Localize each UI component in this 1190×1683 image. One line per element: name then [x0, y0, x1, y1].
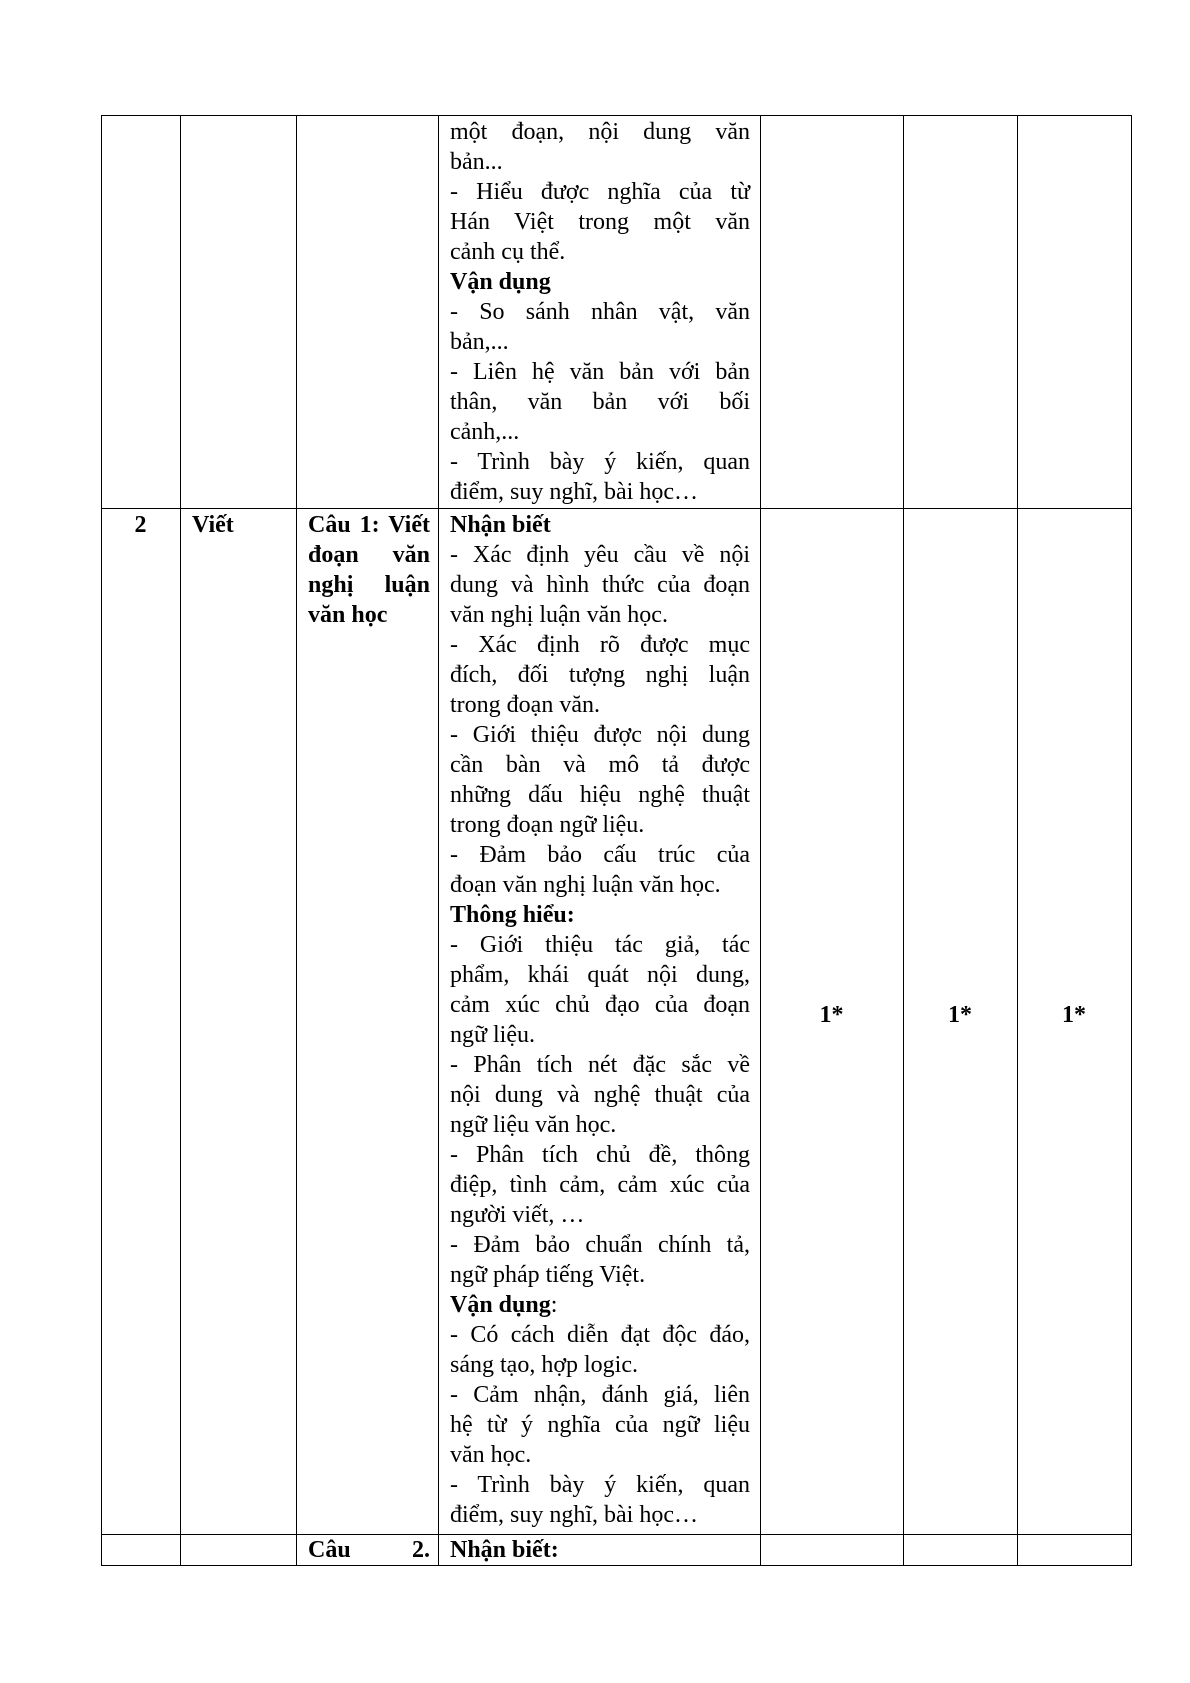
text-line: bản,... [450, 329, 509, 355]
text-line: - Hiểu được nghĩa của từ [450, 179, 750, 205]
text-line: đoạn văn nghị luận văn học. [450, 872, 721, 898]
text-line: - Đảm bảo chuẩn chính tả, [450, 1232, 750, 1258]
text-line: văn học [308, 602, 388, 628]
count-thong-hieu: 1* [948, 1002, 972, 1028]
count-van-dung: 1* [1062, 1002, 1086, 1028]
text-line: cần bàn và mô tả được [450, 752, 750, 778]
level-heading-colon: : [550, 1292, 558, 1318]
level-heading-next: Nhận biết: [450, 1537, 559, 1563]
text-line: - Xác định yêu cầu về nội [450, 542, 750, 568]
text-line: dung và hình thức của đoạn [450, 572, 750, 598]
text-line: - Trình bày ý kiến, quan [450, 1472, 750, 1498]
text-line: nghị luận [308, 572, 430, 598]
text-line: cảnh,... [450, 419, 520, 445]
text-line: bản... [450, 149, 503, 175]
text-line: trong đoạn văn. [450, 692, 600, 718]
text-line: sáng tạo, hợp logic. [450, 1352, 638, 1378]
text-line: ngữ liệu văn học. [450, 1112, 617, 1138]
count-nhan-biet: 1* [819, 1002, 844, 1028]
text-line: văn học. [450, 1442, 532, 1468]
column-border [903, 115, 904, 1566]
table-border-right [1131, 115, 1132, 1566]
text-line: Hán Việt trong một văn [450, 209, 750, 235]
table-border-top [101, 115, 1132, 116]
text-line: - Phân tích nét đặc sắc về [450, 1052, 750, 1078]
text-line: hệ từ ý nghĩa của ngữ liệu [450, 1412, 750, 1438]
text-line: cảnh cụ thể. [450, 239, 566, 265]
text-line: - Giới thiệu tác giả, tác [450, 932, 750, 958]
level-heading-bold: Vận dụng [450, 1292, 551, 1318]
unit-cell-next [308, 1535, 430, 1565]
text-line: ngữ liệu. [450, 1022, 535, 1048]
text-line: Câu 1: Viết [308, 512, 430, 538]
text-line: người viết, … [450, 1202, 585, 1228]
text-line: - Cảm nhận, đánh giá, liên [450, 1382, 750, 1408]
text-line: trong đoạn ngữ liệu. [450, 812, 645, 838]
text-line: ngữ pháp tiếng Việt. [450, 1262, 646, 1288]
requirement-cell [450, 510, 750, 1530]
text-line: điểm, suy nghĩ, bài học… [450, 1502, 698, 1528]
text-line: - Có cách diễn đạt độc đáo, [450, 1322, 750, 1348]
column-border [101, 115, 102, 1566]
text-line: - So sánh nhân vật, văn [450, 299, 750, 325]
column-border [438, 115, 439, 1566]
level-heading [450, 1290, 750, 1320]
text-line: - Trình bày ý kiến, quan [450, 449, 750, 475]
text-line: phẩm, khái quát nội dung, [450, 962, 750, 988]
unit-cell [308, 510, 430, 630]
text-line: những dấu hiệu nghệ thuật [450, 782, 750, 808]
text-line: đích, đối tượng nghị luận [450, 662, 750, 688]
level-heading: Thông hiểu: [450, 902, 575, 928]
requirement-cell-continued [450, 117, 750, 507]
column-border [296, 115, 297, 1566]
text-line: điểm, suy nghĩ, bài học… [450, 479, 698, 505]
table-border-bottom [101, 1565, 1132, 1566]
row-divider [101, 508, 1132, 509]
column-border [180, 115, 181, 1566]
text-line: cảm xúc chủ đạo của đoạn [450, 992, 750, 1018]
column-border [760, 115, 761, 1566]
level-heading: Nhận biết [450, 512, 551, 538]
level-heading: Vận dụng [450, 269, 551, 295]
text-line: nội dung và nghệ thuật của [450, 1082, 750, 1108]
text-line: đoạn văn [308, 542, 430, 568]
text-line: - Phân tích chủ đề, thông [450, 1142, 750, 1168]
text-line: văn nghị luận văn học. [450, 602, 668, 628]
row-number: 2 [134, 512, 147, 538]
unit-word: Câu [308, 1537, 351, 1563]
text-line: một đoạn, nội dung văn [450, 119, 750, 145]
unit-number: 2. [412, 1537, 430, 1563]
text-line: - Liên hệ văn bản với bản [450, 359, 750, 385]
text-line: điệp, tình cảm, cảm xúc của [450, 1172, 750, 1198]
text-line: - Xác định rõ được mục [450, 632, 750, 658]
text-line: - Giới thiệu được nội dung [450, 722, 750, 748]
text-line: - Đảm bảo cấu trúc của [450, 842, 750, 868]
skill-name: Viết [192, 512, 234, 538]
text-line: thân, văn bản với bối [450, 389, 750, 415]
column-border [1017, 115, 1018, 1566]
